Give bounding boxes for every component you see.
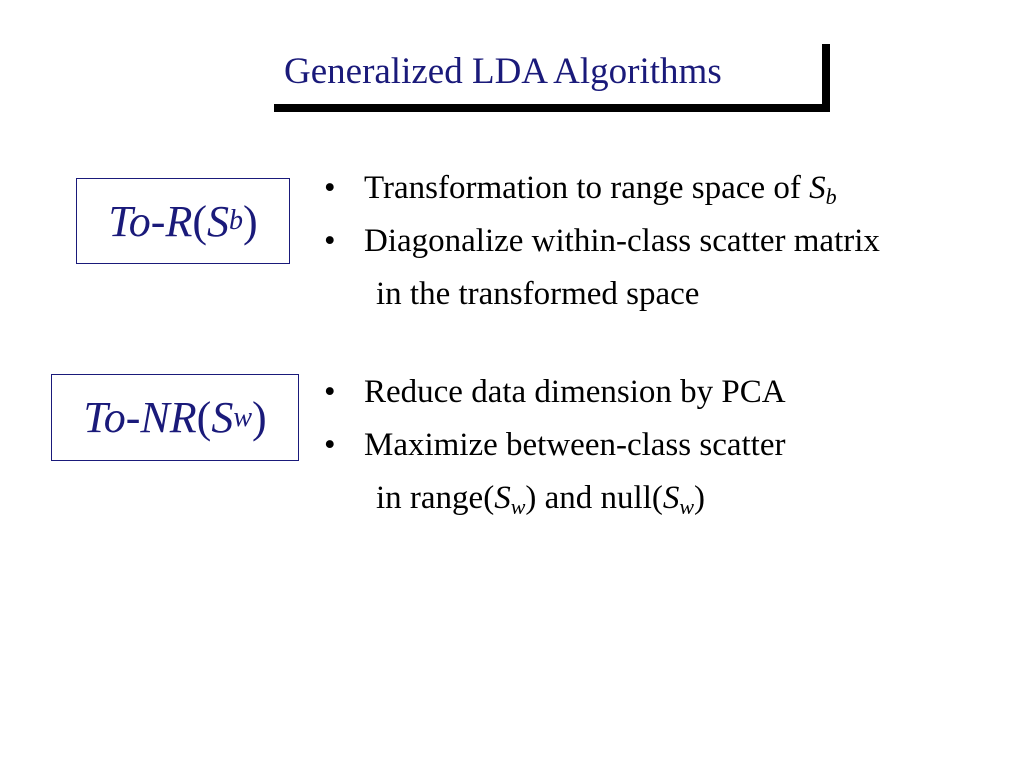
- bullet-text: Diagonalize within-class scatter matrix: [364, 223, 880, 259]
- bullet-subscript: b: [825, 184, 837, 209]
- algorithm-box-to-nr-sw: To - NR ( S w ): [51, 374, 299, 461]
- slide-title: Generalized LDA Algorithms: [284, 51, 722, 92]
- cont-text-b: ) and null(: [525, 480, 663, 516]
- cont-text-a: in range(: [376, 480, 495, 516]
- list-item: [324, 215, 880, 268]
- algo-symbol: S: [211, 393, 234, 442]
- algo-kind: NR: [140, 393, 197, 442]
- bullet-icon: •: [324, 427, 336, 463]
- bullet-icon: •: [324, 223, 336, 259]
- algo-dash: -: [150, 196, 166, 246]
- algo-close-paren: ): [242, 196, 258, 246]
- cont-symbol-1: S: [494, 480, 511, 516]
- bullet-continuation: [324, 472, 786, 525]
- cont-symbol-2: S: [662, 480, 680, 516]
- algo-open-paren: (: [192, 196, 207, 246]
- bullet-text: Transformation to range space of: [364, 170, 810, 206]
- bullet-list-to-nr: [324, 366, 786, 525]
- algo-prefix: To: [83, 393, 126, 442]
- algo-close-paren: ): [252, 393, 267, 442]
- title-frame-right: [822, 44, 830, 112]
- bullet-text: Maximize between-class scatter: [364, 427, 786, 463]
- list-item: [324, 162, 880, 215]
- algo-open-paren: (: [196, 393, 212, 442]
- algorithm-box-to-r-sb: To - R ( S b ): [76, 178, 290, 264]
- cont-subscript-2: w: [679, 494, 695, 519]
- bullet-symbol: S: [809, 170, 826, 206]
- bullet-icon: •: [324, 374, 336, 410]
- title-frame-bottom: [274, 104, 830, 112]
- algo-symbol: S: [206, 196, 229, 246]
- algo-dash: -: [125, 393, 141, 442]
- cont-text-c: ): [694, 480, 706, 516]
- bullet-continuation: in the transformed space: [376, 276, 700, 312]
- list-item: [324, 366, 786, 419]
- bullet-text: Reduce data dimension by PCA: [364, 374, 786, 410]
- list-item: [324, 419, 786, 472]
- bullet-icon: •: [324, 170, 336, 206]
- cont-subscript-1: w: [510, 494, 526, 519]
- bullet-list-to-r: [324, 162, 880, 321]
- algo-prefix: To: [108, 196, 151, 246]
- algo-kind: R: [165, 196, 193, 246]
